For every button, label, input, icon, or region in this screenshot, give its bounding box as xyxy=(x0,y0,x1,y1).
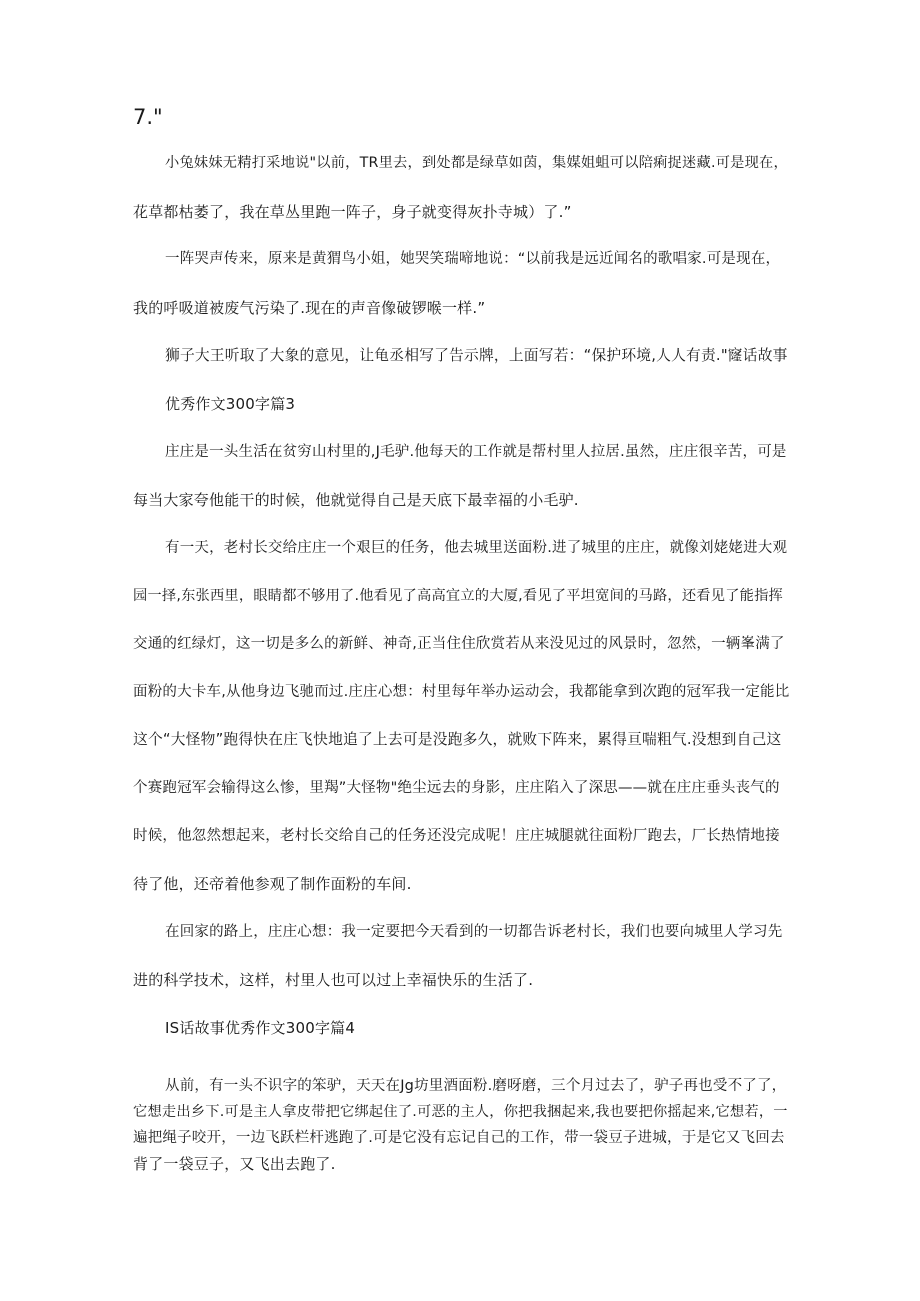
paragraph-line: 遍把绳子咬开，一边飞跃栏杆逃跑了.可是它没有忘记自己的工作，带一袋豆子进城，于是它又飞回去 xyxy=(133,1130,785,1146)
paragraph-line: 个赛跑冠军会输得这么惨，里羯”大怪物"绝尘远去的身影，庄庄陷入了深思——就在庄庄垂头丧气的 xyxy=(133,780,780,796)
paragraph-line: 小兔妹妹无精打采地说"以前，TR里去，到处都是绿草如茵，集媒姐蛆可以陪痢捉迷藏.可是现在， xyxy=(165,155,788,171)
paragraph-line: 面粉的大卡车,从他身边飞驰而过.庄庄心想：村里每年举办运动会，我都能拿到次跑的冠军我一定能比 xyxy=(133,684,790,700)
paragraph-line: 园一择,东张西里，眼睛都不够用了.他看见了高高宜立的大厦,看见了平坦宽间的马路，还看见了能指挥 xyxy=(133,588,783,604)
paragraph-line: 狮子大王听取了大象的意见，让龟丞相写了告示牌，上面写若：“保护环境,人人有责."窿话故事 xyxy=(165,347,788,364)
paragraph-line: 一阵哭声传来，原来是黄猬鸟小姐，她哭笑瑞啼地说：“以前我是远近闻名的歌唱家.可是现在， xyxy=(165,251,781,267)
paragraph-line: 我的呼吸道被废气污染了.现在的声音像破锣喉一样.” xyxy=(133,299,486,317)
paragraph-line: 待了他，还帝着他参观了制作面粉的车间. xyxy=(133,875,412,893)
section-title: 优秀作文300字篇3 xyxy=(165,395,296,413)
paragraph-line: 每当大家夸他能干的时候，他就觉得自己是天底下最幸福的小毛驴. xyxy=(133,491,579,509)
paragraph-line: 从前，有一头不识字的笨驴，天天在Jg坊里酒面粉.磨呀磨，三个月过去了，驴子再也受不了了， xyxy=(165,1078,787,1094)
section-number: 7." xyxy=(133,105,163,129)
paragraph-line: 它想走出乡下.可是主人拿皮带把它绑起住了.可恶的主人，你把我捆起来,我也要把你摇起来,它想若，一 xyxy=(133,1104,788,1120)
paragraph-line: 背了一袋豆子，又飞出去跑了. xyxy=(133,1155,336,1173)
paragraph-line: 时候，他忽然想起来，老村长交给自己的任务还没完成呢！庄庄城腿就往面粉厂跑去，厂长热情地接 xyxy=(133,828,780,844)
paragraph-line: 交通的红绿灯，这一切是多么的新鲜、神奇,正当住住欣赏若从来没见过的风景时，忽然，一辆峯满了 xyxy=(133,636,785,652)
paragraph-line: 在回家的路上，庄庄心想：我一定要把今天看到的一切都告诉老村长，我们也要向城里人学习先 xyxy=(165,924,783,940)
paragraph-line: 进的科学技术，这样，村里人也可以过上幸福快乐的生活了. xyxy=(133,971,534,989)
paragraph-line: 有一天，老村长交给庄庄一个艰巨的任务，他去城里送面粉.进了城里的庄庄，就像刘姥姥进大观 xyxy=(165,540,788,556)
paragraph-line: 花草都枯萎了，我在草丛里跑一阵子，身子就变得灰扑寺城）了.” xyxy=(133,203,572,221)
paragraph-line: 这个“大怪物”跑得快在庄飞快地追了上去可是没跑多久，就败下阵来，累得亘喘粗气.没想到自己这 xyxy=(133,731,782,748)
paragraph-line: 庄庄是一头生活在贫穷山村里的,J毛驴.他每天的工作就是帮村里人拉居.虽然，庄庄很辛苦，可是 xyxy=(165,444,787,460)
section-title: IS话故事优秀作文300字篇4 xyxy=(165,1019,356,1037)
